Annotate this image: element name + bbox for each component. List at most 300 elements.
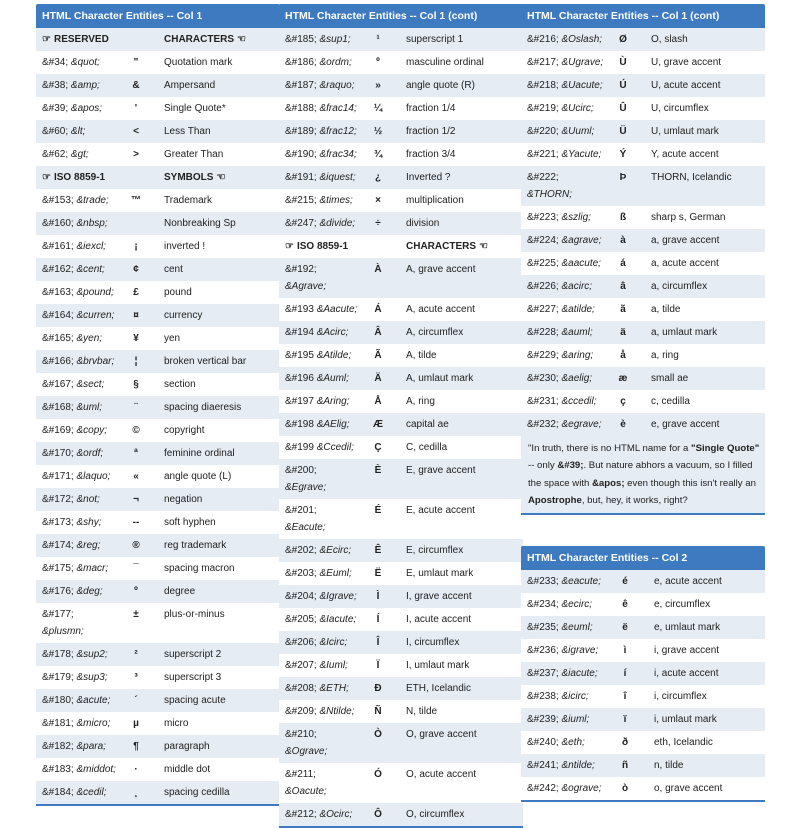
entity-row [521, 206, 765, 229]
entity-code [527, 570, 601, 593]
entity-row [279, 677, 523, 700]
entity-glyph: À [374, 264, 382, 275]
entity-glyph: ' [134, 103, 138, 114]
entity-name: &para; [76, 741, 106, 752]
footnote-text: , but, hey, it works, right? [581, 494, 688, 506]
section-left-text: ISO 8859-1 [53, 172, 106, 183]
entity-name: &Ecirc; [319, 545, 352, 556]
entity-row [279, 803, 523, 826]
entity-row [36, 465, 280, 488]
entity-description: U, acute accent [651, 80, 721, 91]
entity-name: &plusmn; [42, 626, 84, 637]
entity-code [527, 275, 592, 298]
entity-name: &not; [76, 494, 100, 505]
card-title: HTML Character Entities -- Col 2 [521, 546, 765, 570]
entity-description: E, grave accent [406, 465, 476, 476]
entity-name: &frac12; [319, 126, 357, 137]
entity-name: &cedil; [76, 787, 107, 798]
entity-number: &#215; [285, 195, 320, 206]
entity-row [521, 593, 765, 616]
entity-glyph: ¾ [373, 149, 383, 160]
entity-glyph: ä [620, 327, 626, 338]
entity-name: &pound; [76, 287, 114, 298]
entity-row [36, 666, 280, 689]
entity-name: &auml; [561, 327, 593, 338]
entity-number: &#225; [527, 258, 562, 269]
entity-number: &#223; [527, 212, 562, 223]
entity-code [285, 585, 357, 608]
entity-row [279, 723, 523, 763]
entity-description: micro [164, 718, 189, 729]
card-bottom-border [279, 826, 523, 828]
pointing-hand-right-icon: ☞ [285, 241, 294, 252]
entity-row [36, 488, 280, 511]
entity-row [521, 28, 765, 51]
entity-description: a, ring [651, 350, 679, 361]
entity-row [279, 436, 523, 459]
entity-code [527, 708, 589, 731]
entity-row [36, 643, 280, 666]
entity-description: A, grave accent [406, 264, 476, 275]
entity-number: &#237; [527, 668, 562, 679]
entity-row [521, 662, 765, 685]
entity-glyph: Ò [374, 729, 382, 740]
entity-row [36, 442, 280, 465]
entity-description: soft hyphen [164, 517, 216, 528]
entity-name: &Aring; [316, 396, 350, 407]
entity-number: &#168; [42, 402, 77, 413]
entity-name: &apos; [70, 103, 103, 114]
entity-glyph: º [134, 586, 138, 597]
entity-glyph: Â [374, 327, 382, 338]
entity-name: &middot; [76, 764, 116, 775]
entity-row [36, 557, 280, 580]
entity-glyph: © [132, 425, 140, 436]
entity-name: &amp; [70, 80, 100, 91]
entity-number: &#242; [527, 783, 562, 794]
entity-row [36, 97, 280, 120]
entity-name: &Agrave; [285, 281, 327, 292]
entity-number: &#204; [285, 591, 320, 602]
entity-description: copyright [164, 425, 205, 436]
entity-code [42, 120, 85, 143]
entity-number: &#232; [527, 419, 562, 430]
entity-glyph: ¨ [134, 402, 138, 413]
entity-description: eth, Icelandic [654, 737, 713, 748]
entity-code [527, 344, 593, 367]
entity-description: Ampersand [164, 80, 216, 91]
entity-description: cent [164, 264, 183, 275]
entity-name: &sup2; [76, 649, 108, 660]
entity-number: &#235; [527, 622, 562, 633]
entity-glyph: Ý [619, 149, 627, 160]
entity-name: &aacute; [561, 258, 601, 269]
entity-number: &#200; [285, 465, 317, 476]
entity-description: pound [164, 287, 192, 298]
entity-glyph: & [132, 80, 140, 91]
section-left-text: RESERVED [53, 34, 109, 45]
entity-name: &Iacute; [319, 614, 357, 625]
entity-description: spacing acute [164, 695, 226, 706]
entity-name: &ecirc; [561, 599, 593, 610]
entity-card [279, 4, 523, 828]
entity-code [527, 51, 603, 74]
pointing-hand-left-icon: ☜ [237, 34, 246, 45]
entity-number: &#187; [285, 80, 320, 91]
entity-code [285, 502, 326, 536]
entity-glyph: Î [376, 637, 380, 648]
entity-description: I, circumflex [406, 637, 460, 648]
entity-code [42, 735, 106, 758]
entity-glyph: ™ [131, 195, 141, 206]
entity-description: c, cedilla [651, 396, 690, 407]
entity-glyph: á [620, 258, 626, 269]
entity-number: &#195 [285, 350, 317, 361]
entity-code [285, 298, 357, 321]
entity-description: n, tilde [654, 760, 684, 771]
entity-glyph: ã [620, 304, 626, 315]
entity-code [42, 419, 107, 442]
entity-code [42, 97, 102, 120]
entity-name: &iuml; [561, 714, 590, 725]
entity-description: i, acute accent [654, 668, 719, 679]
entity-number: &#234; [527, 599, 562, 610]
entity-name: &Eacute; [285, 522, 326, 533]
card-bottom-border [521, 513, 765, 515]
entity-glyph: ê [622, 599, 628, 610]
entity-row [36, 74, 280, 97]
entity-number: &#241; [527, 760, 562, 771]
entity-row [279, 120, 523, 143]
entity-description: e, acute accent [654, 576, 722, 587]
entity-description: A, acute accent [406, 304, 475, 315]
entity-description: O, circumflex [406, 809, 465, 820]
entity-row [279, 258, 523, 298]
entity-code [527, 252, 601, 275]
entity-name: &ordm; [319, 57, 352, 68]
entity-row [279, 631, 523, 654]
entity-description: E, umlaut mark [406, 568, 474, 579]
entity-code [285, 766, 327, 800]
entity-number: &#193 [285, 304, 317, 315]
entity-row [521, 166, 765, 206]
entity-description: broken vertical bar [164, 356, 247, 367]
entity-glyph: ® [132, 540, 140, 551]
entity-code [285, 390, 350, 413]
entity-code [285, 189, 353, 212]
entity-name: &shy; [76, 517, 102, 528]
entity-glyph: » [375, 80, 381, 91]
entity-code [285, 344, 351, 367]
entity-code [527, 413, 602, 436]
entity-row [521, 229, 765, 252]
section-label-right [164, 166, 225, 189]
entity-number: &#174; [42, 540, 77, 551]
entity-code [42, 689, 110, 712]
entity-name: &iexcl; [76, 241, 106, 252]
entity-number: &#192; [285, 264, 317, 275]
footnote-text: even though this isn't really an [624, 477, 756, 489]
entity-description: Inverted ? [406, 172, 451, 183]
entity-glyph: Ì [376, 591, 380, 602]
entity-code [527, 206, 591, 229]
entity-description: Greater Than [164, 149, 224, 160]
entity-number: &#211; [285, 769, 316, 780]
entity-name: &eth; [561, 737, 585, 748]
entity-row [279, 74, 523, 97]
entity-description: E, circumflex [406, 545, 464, 556]
entity-name: &THORN; [527, 189, 572, 200]
entity-name: &Ccedil; [316, 442, 354, 453]
entity-description: Y, acute accent [651, 149, 719, 160]
entity-description: a, grave accent [651, 235, 720, 246]
entity-row [279, 608, 523, 631]
pointing-hand-right-icon: ☞ [42, 172, 51, 183]
footnote-text: &#39; [557, 460, 584, 472]
entity-code [285, 97, 357, 120]
entity-number: &#198 [285, 419, 317, 430]
entity-code [527, 390, 597, 413]
entity-description: currency [164, 310, 203, 321]
entity-description: paragraph [164, 741, 210, 752]
entity-name: &ograve; [561, 783, 602, 794]
entity-number: &#169; [42, 425, 77, 436]
entity-number: &#212; [285, 809, 320, 820]
entity-row [521, 777, 765, 800]
entity-row [521, 413, 765, 436]
section-label-right [164, 28, 246, 51]
entity-code [527, 97, 594, 120]
entity-description: a, acute accent [651, 258, 719, 269]
entity-description: U, circumflex [651, 103, 709, 114]
entity-code [527, 367, 592, 390]
entity-number: &#227; [527, 304, 562, 315]
entity-number: &#239; [527, 714, 562, 725]
entity-glyph: ª [134, 448, 138, 459]
entity-glyph: ì [623, 645, 627, 656]
entity-code [42, 643, 108, 666]
entity-code [527, 321, 593, 344]
entity-name: &euml; [561, 622, 593, 633]
entity-name: &szlig; [561, 212, 591, 223]
entity-code [285, 28, 351, 51]
entity-name: &ccedil; [561, 396, 597, 407]
entity-code [285, 608, 356, 631]
entity-code [285, 726, 327, 760]
entity-number: &#229; [527, 350, 562, 361]
entity-glyph: ¬ [133, 494, 139, 505]
entity-name: &reg; [76, 540, 101, 551]
entity-code [527, 74, 603, 97]
entity-description: superscript 3 [164, 672, 222, 683]
entity-code [285, 631, 347, 654]
entity-code [285, 74, 355, 97]
entity-code [285, 166, 356, 189]
entity-glyph: à [620, 235, 626, 246]
entity-description: division [406, 218, 440, 229]
entity-row [521, 275, 765, 298]
entity-name: &Ograve; [285, 746, 328, 757]
entity-glyph: > [133, 149, 139, 160]
entity-code [42, 212, 108, 235]
entity-description: THORN, Icelandic [651, 172, 732, 183]
entity-row [36, 258, 280, 281]
entity-code [285, 261, 326, 295]
entity-card [521, 546, 765, 802]
entity-number: &#221; [527, 149, 562, 160]
entity-name: &frac14; [319, 103, 357, 114]
entity-row [36, 235, 280, 258]
entity-name: &nbsp; [76, 218, 108, 229]
entity-description: A, tilde [406, 350, 437, 361]
entity-code [42, 304, 114, 327]
entity-code [42, 666, 108, 689]
entity-row [279, 763, 523, 803]
entity-number: &#206; [285, 637, 320, 648]
entity-row [279, 97, 523, 120]
entity-number: &#173; [42, 517, 77, 528]
entity-description: sharp s, German [651, 212, 726, 223]
entity-number: &#207; [285, 660, 320, 671]
entity-description: A, circumflex [406, 327, 464, 338]
entity-row [279, 321, 523, 344]
entity-glyph: î [623, 691, 627, 702]
entity-description: e, grave accent [651, 419, 720, 430]
card-title: HTML Character Entities -- Col 1 (cont) [521, 4, 765, 28]
entity-name: &Ugrave; [561, 57, 604, 68]
entity-code [42, 189, 109, 212]
entity-number: &#199 [285, 442, 317, 453]
entity-number: &#60; [42, 126, 71, 137]
entity-number: &#170; [42, 448, 77, 459]
entity-number: &#236; [527, 645, 562, 656]
entity-name: &aring; [561, 350, 594, 361]
entity-number: &#224; [527, 235, 562, 246]
entity-glyph: Á [374, 304, 382, 315]
entity-glyph: Ã [374, 350, 382, 361]
entity-name: &icirc; [561, 691, 589, 702]
entity-glyph: ò [621, 783, 629, 794]
entity-glyph: ç [620, 396, 626, 407]
entity-code [527, 120, 594, 143]
footnote-text: . But nature abhors a vacuum, so I filled the space with [528, 460, 753, 489]
entity-glyph: ¶ [133, 741, 139, 752]
entity-description: fraction 1/2 [406, 126, 456, 137]
section-left-text: ISO 8859-1 [296, 241, 349, 252]
entity-code [42, 511, 102, 534]
entity-name: &ntilde; [561, 760, 595, 771]
entity-number: &#208; [285, 683, 320, 694]
entity-number: &#194 [285, 327, 317, 338]
footnote-text: "In truth, there is no HTML name for a [528, 443, 692, 454]
entity-row [279, 539, 523, 562]
entity-code [527, 754, 595, 777]
entity-glyph: Ê [374, 545, 382, 556]
entity-code [285, 51, 352, 74]
entity-description: ETH, Icelandic [406, 683, 472, 694]
entity-code [42, 258, 105, 281]
card-bottom-border [36, 804, 280, 806]
entity-code [527, 143, 601, 166]
entity-row [279, 390, 523, 413]
entity-code [527, 777, 602, 800]
entity-glyph: ¯ [133, 563, 139, 574]
entity-name: &times; [319, 195, 353, 206]
entity-glyph: é [622, 576, 628, 587]
entity-code [42, 465, 110, 488]
entity-name: &laquo; [76, 471, 111, 482]
entity-number: &#175; [42, 563, 77, 574]
entity-name: &yen; [76, 333, 103, 344]
section-header-row [36, 28, 280, 51]
entity-code [42, 51, 100, 74]
entity-name: &lt; [70, 126, 86, 137]
entity-description: capital ae [406, 419, 449, 430]
entity-row [36, 373, 280, 396]
entity-description: a, tilde [651, 304, 681, 315]
entity-name: &Euml; [319, 568, 352, 579]
entity-row [36, 396, 280, 419]
entity-description: plus-or-minus [164, 609, 225, 620]
section-label-left [42, 28, 109, 51]
entity-code [42, 534, 100, 557]
entity-number: &#160; [42, 218, 77, 229]
entity-name: &deg; [76, 586, 103, 597]
entity-description: spacing diaeresis [164, 402, 242, 413]
entity-description: U, grave accent [651, 57, 722, 68]
entity-glyph: Ó [374, 769, 382, 780]
entity-number: &#62; [42, 149, 71, 160]
entity-description: yen [164, 333, 181, 344]
entity-number: &#39; [42, 103, 71, 114]
entity-number: &#166; [42, 356, 77, 367]
entity-number: &#178; [42, 649, 77, 660]
entity-row [36, 212, 280, 235]
entity-number: &#240; [527, 737, 562, 748]
entity-name: &Egrave; [285, 482, 327, 493]
entity-row [36, 580, 280, 603]
entity-glyph: ² [134, 649, 138, 660]
entity-row [36, 350, 280, 373]
entity-description: i, grave accent [654, 645, 720, 656]
entity-row [36, 534, 280, 557]
entity-number: &#165; [42, 333, 77, 344]
entity-description: a, umlaut mark [651, 327, 718, 338]
entity-code [285, 413, 350, 436]
entity-description: superscript 2 [164, 649, 222, 660]
entity-code [42, 580, 103, 603]
entity-name: &brvbar; [76, 356, 115, 367]
entity-description: e, circumflex [654, 599, 711, 610]
entity-code [42, 781, 107, 804]
entity-number: &#172; [42, 494, 77, 505]
entity-card [36, 4, 280, 806]
entity-row [279, 28, 523, 51]
entity-number: &#176; [42, 586, 77, 597]
card-title: HTML Character Entities -- Col 1 [36, 4, 280, 28]
entity-row [521, 298, 765, 321]
entity-row [36, 781, 280, 804]
entity-glyph: í [623, 668, 627, 679]
entity-row [279, 654, 523, 677]
entity-description: O, acute accent [406, 769, 477, 780]
entity-row [36, 511, 280, 534]
entity-code [285, 143, 357, 166]
entity-glyph: ¥ [133, 333, 139, 344]
entity-name: &macr; [76, 563, 109, 574]
entity-glyph: · [134, 764, 138, 775]
entity-name: &Icirc; [319, 637, 348, 648]
